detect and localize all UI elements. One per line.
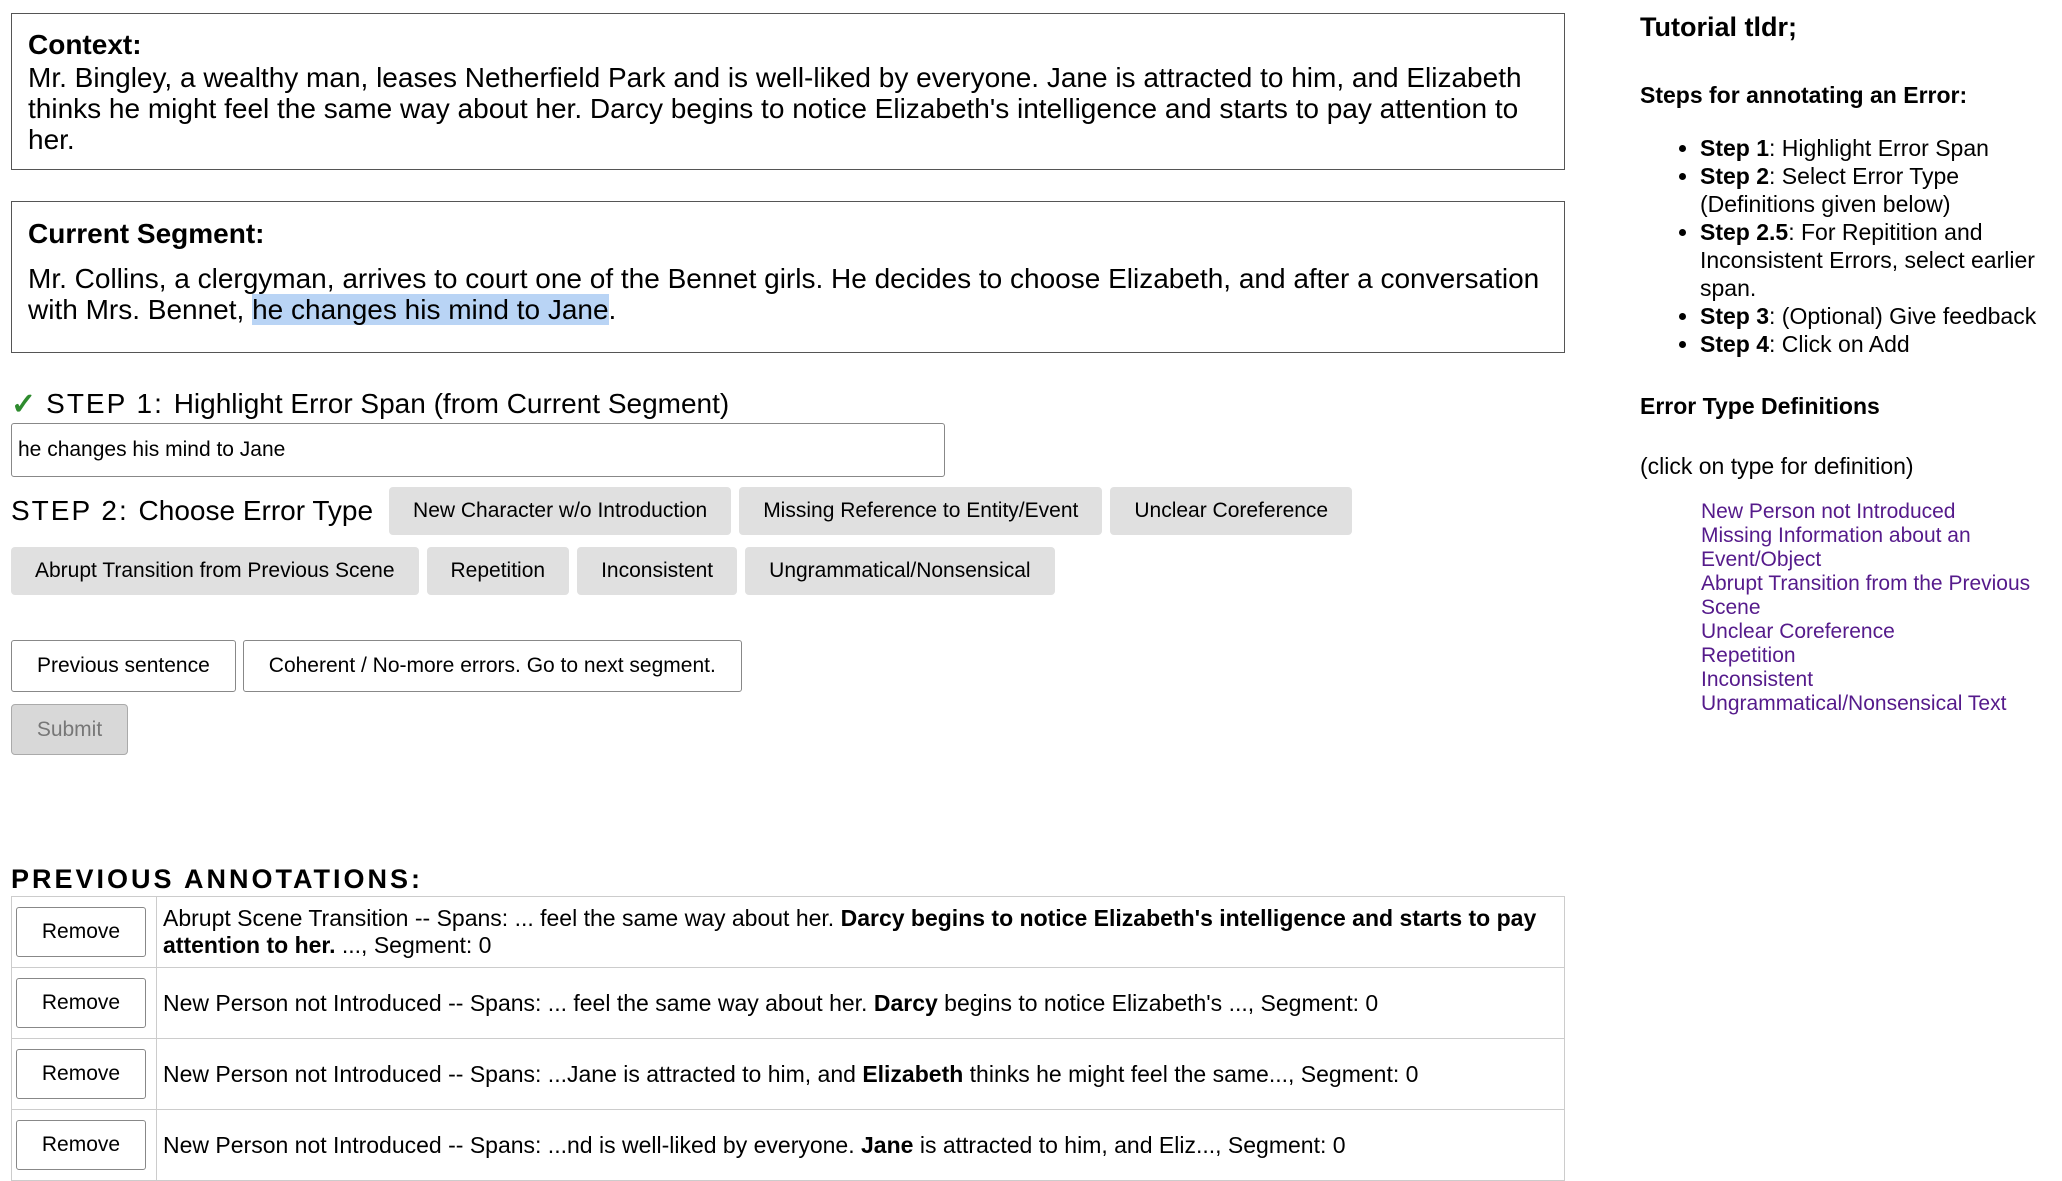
context-box — [11, 13, 1565, 170]
submit-button[interactable]: Submit — [11, 704, 128, 755]
table-row — [12, 1110, 1565, 1181]
list-item: • Step 4: Click on Add — [1700, 330, 2060, 358]
annotation-text: New Person not Introduced -- Spans: ...Jane is attracted to him, and Elizabeth thinks he might feel the same..., Segment: 0 — [157, 1039, 1565, 1110]
annotation-text: New Person not Introduced -- Spans: ...nd is well-liked by everyone. Jane is attracted to him, and Eliz..., Segment: 0 — [157, 1110, 1565, 1181]
previous-annotations-table — [11, 896, 1565, 1181]
segment-heading: Current Segment: — [28, 218, 265, 249]
current-segment-box — [11, 201, 1565, 353]
table-row — [12, 1039, 1565, 1110]
remove-button[interactable]: Remove — [16, 1049, 146, 1099]
annotation-text: New Person not Introduced -- Spans: ... feel the same way about her. Darcy begins to notice Elizabeth's ..., Segment: 0 — [157, 968, 1565, 1039]
step2-error-types — [11, 487, 1411, 607]
remove-button[interactable]: Remove — [16, 978, 146, 1028]
error-type-ungrammatical-button[interactable]: Ungrammatical/Nonsensical — [745, 547, 1054, 595]
tutorial-title: Tutorial tldr; — [1640, 12, 1797, 42]
list-item: • Step 2: Select Error Type (Definitions given below) — [1700, 162, 2060, 218]
step1-header — [11, 387, 1565, 421]
error-type-new-character-button[interactable]: New Character w/o Introduction — [389, 487, 731, 535]
error-type-unclear-coreference-button[interactable]: Unclear Coreference — [1110, 487, 1352, 535]
annotation-panel — [11, 13, 1565, 1158]
list-item: • Step 3: (Optional) Give feedback — [1700, 302, 2060, 330]
error-type-abrupt-transition-button[interactable]: Abrupt Transition from Previous Scene — [11, 547, 419, 595]
definition-link-abrupt-transition[interactable]: Abrupt Transition from the Previous Scene — [1701, 572, 2031, 619]
next-segment-button[interactable]: Coherent / No-more errors. Go to next segment. — [243, 640, 742, 692]
definitions-hint: (click on type for definition) — [1640, 453, 1914, 479]
context-heading: Context: — [28, 29, 142, 60]
navigation-row — [11, 640, 1565, 692]
segment-text[interactable] — [28, 263, 1548, 325]
table-row — [12, 968, 1565, 1039]
definition-link-repetition[interactable]: Repetition — [1701, 644, 1796, 667]
tutorial-step-list — [1640, 134, 2060, 358]
remove-button[interactable]: Remove — [16, 1120, 146, 1170]
remove-button[interactable]: Remove — [16, 907, 146, 957]
step1-label: STEP 1: Highlight Error Span (from Current Segment) — [46, 388, 730, 419]
error-type-repetition-button[interactable]: Repetition — [427, 547, 570, 595]
previous-sentence-button[interactable]: Previous sentence — [11, 640, 236, 692]
definition-link-unclear-coreference[interactable]: Unclear Coreference — [1701, 620, 1895, 643]
highlighted-span[interactable]: he changes his mind to Jane — [252, 294, 609, 325]
definitions-title: Error Type Definitions — [1640, 393, 1880, 419]
segment-text-after[interactable]: . — [608, 294, 617, 325]
list-item: • Step 2.5: For Repitition and Inconsistent Errors, select earlier span. — [1700, 218, 2060, 302]
tutorial-panel — [1640, 10, 2060, 716]
steps-title: Steps for annotating an Error: — [1640, 82, 1968, 108]
previous-annotations-title: PREVIOUS ANNOTATIONS: — [11, 864, 424, 894]
list-item: • Step 1: Highlight Error Span — [1700, 134, 2060, 162]
error-type-missing-reference-button[interactable]: Missing Reference to Entity/Event — [739, 487, 1102, 535]
error-span-input[interactable] — [11, 423, 945, 477]
annotation-text: Abrupt Scene Transition -- Spans: ... feel the same way about her. Darcy begins to notice Elizabeth's intelligence and starts to pay attention to her. ..., Segment: 0 — [157, 897, 1565, 968]
check-icon: ✓ — [11, 387, 37, 421]
definition-link-inconsistent[interactable]: Inconsistent — [1701, 668, 1814, 691]
definition-link-missing-information[interactable]: Missing Information about an Event/Object — [1701, 524, 1971, 571]
segment-text-before[interactable]: Mr. Collins, a clergyman, arrives to court one of the Bennet girls. He decides to choose Elizabeth, and after a conversation with Mrs. Bennet, — [28, 263, 1540, 325]
definition-link-new-person[interactable]: New Person not Introduced — [1701, 500, 1956, 523]
definition-link-ungrammatical[interactable]: Ungrammatical/Nonsensical Text — [1701, 692, 2007, 715]
table-row — [12, 897, 1565, 968]
context-text: Mr. Bingley, a wealthy man, leases Netherfield Park and is well-liked by everyone. Jane is attracted to him, and Elizabeth thinks he might feel the same way about her. Darcy begins to notice Elizabeth's intelligence and starts to pay attention to her. — [28, 62, 1522, 155]
error-type-inconsistent-button[interactable]: Inconsistent — [577, 547, 737, 595]
step2-label: STEP 2: Choose Error Type — [11, 495, 374, 526]
definition-links — [1640, 500, 2060, 716]
